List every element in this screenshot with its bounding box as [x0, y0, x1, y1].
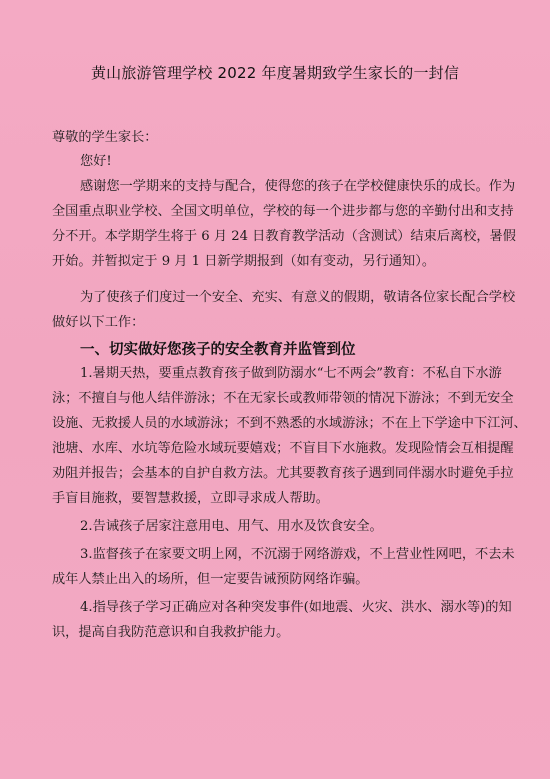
item1-line-1: 1.暑期天热，要重点教育孩子做到防溺水“七不两会”教育：不私自下水游: [80, 366, 502, 381]
item2-line-1: 2.告诫孩子居家注意用电、用气、用水及饮食安全。: [80, 519, 383, 534]
item3-line-1: 3.监督孩子在家要文明上网，不沉溺于网络游戏，不上营业性网吧，不去未: [80, 547, 515, 562]
para1-line-1: 感谢您一学期来的支持与配合，使得您的孩子在学校健康快乐的成长。作为: [80, 179, 516, 194]
item1-line-4: 池塘、水库、水坑等危险水域玩要嬉戏；不盲目下水施救。发现险情会互相提醒: [52, 441, 514, 456]
item1-line-3: 设施、无救援人员的水域游泳；不到不熟悉的水域游泳；不在上下学途中下江河、: [52, 416, 527, 431]
para1-line-4: 开始。并暂拟定于 9 月 1 日新学期报到（如有变动，另行通知）。: [52, 254, 436, 269]
item1-line-6: 手盲目施救，要智慧救援，立即寻求成人帮助。: [52, 491, 329, 506]
item3-line-2: 成年人禁止出入的场所，但一定要告诫预防网络诈骗。: [52, 572, 369, 587]
para2-line-2: 做好以下工作：: [52, 315, 145, 330]
item1-line-5: 劝阻并报告；会基本的自护自救方法。尤其要教育孩子遇到同伴溺水时避免手拉: [52, 466, 514, 481]
section-1-heading: 一、切实做好您孩子的安全教育并监管到位: [80, 342, 356, 358]
greeting: 您好!: [80, 154, 112, 169]
para1-line-3: 分不开。本学期学生将于 6 月 24 日教育教学活动（含测试）结束后离校，暑假: [52, 229, 516, 244]
para2-line-1: 为了使孩子们度过一个安全、充实、有意义的假期，敬请各位家长配合学校: [80, 290, 516, 305]
item1-line-2: 泳；不擅自与他人结伴游泳；不在无家长或教师带领的情况下游泳；不到无安全: [52, 391, 514, 406]
letter-title: 黄山旅游管理学校 2022 年度暑期致学生家长的一封信: [90, 64, 460, 82]
item4-line-2: 识，提高自我防范意识和自我救护能力。: [52, 625, 290, 640]
salutation: 尊敬的学生家长：: [52, 130, 158, 145]
item4-line-1: 4.指导孩子学习正确应对各种突发事件(如地震、火灾、洪水、溺水等)的知: [80, 600, 512, 615]
para1-line-2: 全国重点职业学校、全国文明单位，学校的每一个进步都与您的辛勤付出和支持: [52, 204, 514, 219]
